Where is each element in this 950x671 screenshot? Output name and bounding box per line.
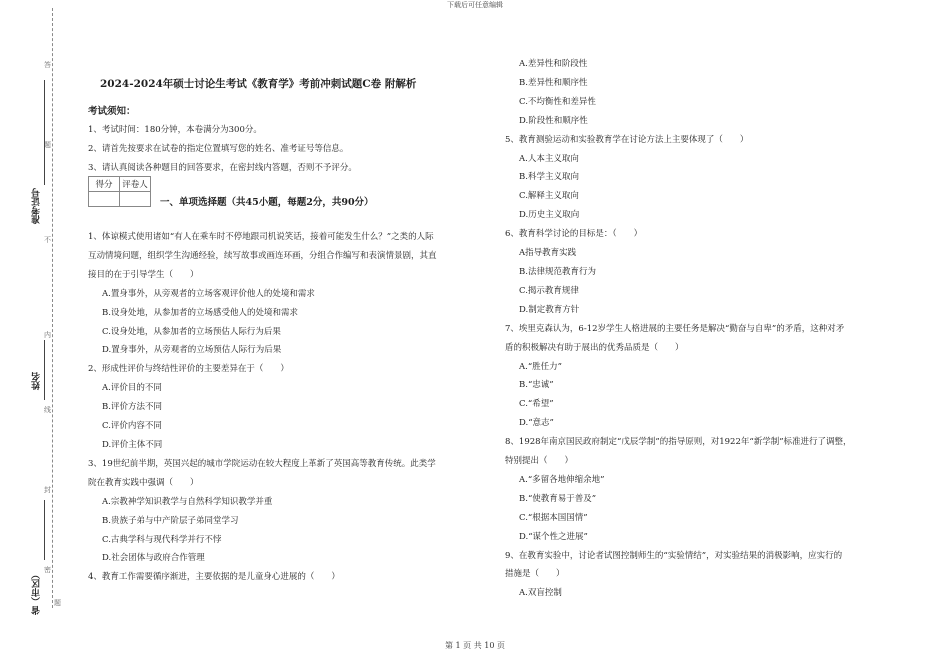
question-text: 5、教育测验运动和实验教育学在讨论方法上主要体现了（ ） [505,134,749,145]
answer-option: A.置身事外，从旁观者的立场客观评价他人的处境和需求 [102,288,315,299]
answer-option: A.评价目的不同 [102,383,162,394]
name-underline [44,340,45,400]
seal-char: 题 [54,599,61,607]
right-column [505,55,925,603]
question-text: 7、埃里克森认为，6-12岁学生人格进展的主要任务是解决“勤奋与自卑”的矛盾，这种对矛 [505,323,845,334]
notice-list [88,121,357,178]
score-box [88,176,151,207]
question-text: 接目的在于引导学生（ ） [88,269,199,280]
seal-line [52,8,53,608]
question-text: 盾的积极解决有助于展出的优秀品质是（ ） [505,342,684,353]
answer-option: B.评价方法不同 [102,402,162,413]
answer-option: A.宗教神学知识教学与自然科学知识教学并重 [102,496,273,507]
score-cell[interactable] [89,192,120,207]
seal-char: 密 [44,566,51,574]
binding-margin [0,0,70,671]
question-text: 6、教育科学讨论的目标是：（ ） [505,229,643,240]
seal-char: 答 [44,61,51,69]
answer-option: C.古典学科与现代科学并行不悖 [102,534,222,545]
answer-option: B.法律规范教育行为 [519,266,596,277]
question-text: 3、19世纪前半期，英国兴起的城市学院运动在较大程度上革新了英国高等教育传统。此类学 [88,458,436,469]
answer-option: D.置身事外，从旁观者的立场预估人际行为后果 [102,345,282,356]
section-heading: 一、单项选择题（共45小题，每题2分，共90分） [160,197,374,208]
region-label: 省（市区） [32,570,42,615]
grader-cell[interactable] [120,192,151,207]
answer-option: D.“意志” [519,418,554,429]
page-footer: 第 1 页 共 10 页 [445,641,505,650]
top-note: 下载后可任意编辑 [447,1,503,9]
question-text: 9、在教育实验中，讨论者试图控制师生的“实验情结”，对实验结果的消极影响，应实行的 [505,550,843,561]
region-underline [44,500,45,560]
question-text: 措施是（ ） [505,569,565,580]
notice-heading: 考试须知： [88,106,136,117]
answer-option: C.“希望” [519,399,554,410]
question-text: 互动情境问题，组织学生沟通经验，续写故事或画连环画，分组合作编写和表演情景剧，其直 [88,250,437,261]
seal-char: 内 [44,331,51,339]
question-text: 4、教育工作需要循序渐进，主要依据的是儿童身心进展的（ ） [88,572,340,583]
exam-title: 2024-2024年硕士讨论生考试《教育学》考前冲刺试题C卷 附解析 [100,78,417,90]
left-column [88,228,488,587]
exam-id-label: 准考证号 [32,188,42,224]
answer-option: B.“忠诚” [519,380,554,391]
question-text: 院在教育实践中强调（ ） [88,477,199,488]
answer-option: C.评价内容不同 [102,421,162,432]
answer-option: D.评价主体不同 [102,439,163,450]
question-text: 1、体谅模式使用诸如“有人在乘车时不停地跟司机说笑话，接着可能发生什么？”之类的人际 [88,232,434,242]
seal-char: 封 [44,486,51,494]
answer-option: C.解释主义取向 [519,191,579,202]
answer-option: A.“胜任力” [519,361,563,372]
question-text: 2、形成性评价与终结性评价的主要差异在于（ ） [88,364,289,375]
answer-option: D.制定教育方针 [519,304,580,315]
answer-option: D.历史主义取向 [519,210,580,221]
answer-option: D.阶段性和顺序性 [519,115,588,126]
seal-char: 线 [44,406,51,414]
notice-item: 2、请首先按要求在试卷的指定位置填写您的姓名、准考证号等信息。 [88,143,349,154]
answer-option: B.“使教育易于普及” [519,493,597,504]
notice-item: 1、考试时间：180分钟，本卷满分为300分。 [88,125,262,135]
answer-option: A.人本主义取向 [519,153,579,164]
seal-char: 题 [44,141,51,149]
score-label: 得分 [89,177,120,192]
answer-option: B.贵族子弟与中产阶层子弟同堂学习 [102,515,239,526]
answer-option: A.“多留各地伸缩余地” [519,474,605,485]
seal-char: 不 [44,236,51,244]
question-text: 8、1928年南京国民政府制定“戊辰学制”的指导原则，对1922年“新学制”标准进行了调整， [505,437,852,448]
answer-option: B.科学主义取向 [519,172,579,183]
answer-option: C.揭示教育规律 [519,285,579,296]
question-text: 特别提出（ ） [505,456,574,467]
answer-option: A.差异性和阶段性 [519,59,588,69]
answer-option: C.设身处地，从参加者的立场预估人际行为后果 [102,326,281,337]
notice-item: 3、请认真阅读各种题目的回答要求，在密封线内答题，否则不予评分。 [88,162,357,173]
answer-option: B.设身处地，从参加者的立场感受他人的处境和需求 [102,307,298,318]
answer-option: B.差异性和顺序性 [519,77,588,88]
grader-label: 评卷人 [120,177,151,192]
answer-option: D.社会团体与政府合作管理 [102,553,205,564]
answer-option: C.不均衡性和差异性 [519,96,596,107]
answer-option: A指导教育实践 [519,248,577,259]
answer-option: D.“谋个性之进展” [519,531,588,542]
answer-option: A.双盲控制 [519,588,562,599]
answer-option: C.“根据本国国情” [519,512,588,523]
name-label: 姓名 [32,372,42,390]
exam-id-underline [44,80,45,185]
